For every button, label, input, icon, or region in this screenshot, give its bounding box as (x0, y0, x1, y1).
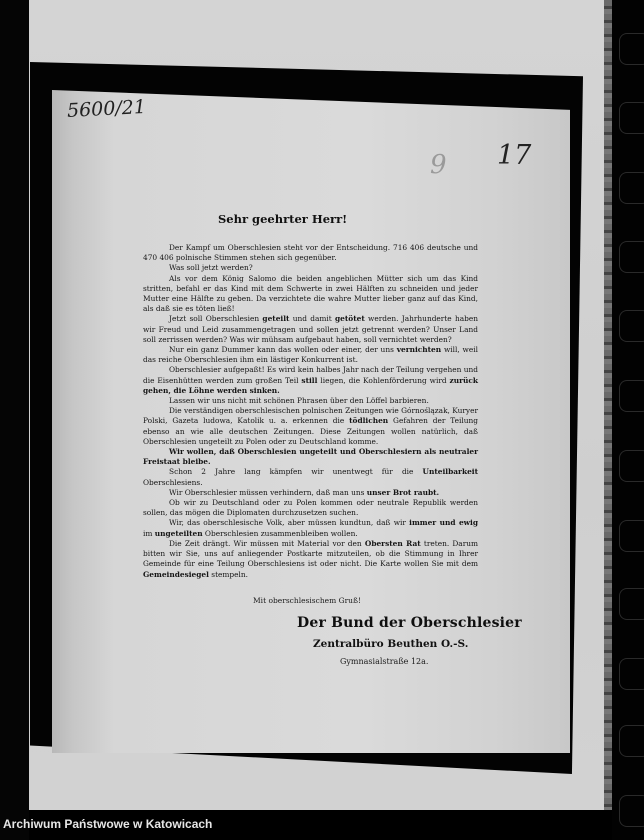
letter-closing: Mit oberschlesischem Gruß! (253, 596, 362, 605)
sprocket-hole-icon (619, 658, 644, 690)
emphasized-text: zurück gehen, die Löhne werden sinken. (143, 375, 478, 395)
letter-paragraph (143, 498, 478, 518)
emphasized-text: getötet (335, 314, 365, 324)
paragraph-text: werden. Jahrhunderte haben wir Freud und Leid zusammengetragen und sollen jetzt getrennt werden? Unser Land soll zerrissen werden? Was wir mühsam aufgebaut haben, soll vernichtet werden? (143, 314, 478, 344)
sprocket-hole-icon (619, 241, 644, 273)
letter-paragraph (143, 345, 478, 365)
emphasized-text: Wir wollen, daß Oberschlesien ungeteilt und Oberschlesiern als neutraler Freistaat bleibe. (143, 447, 478, 467)
archive-watermark-label: Archiwum Państwowe w Katowicach (3, 817, 213, 831)
paragraph-text: und damit (289, 314, 335, 324)
archive-reference-note: 5600/21 (66, 95, 147, 123)
letter-paragraph (143, 467, 478, 487)
sprocket-hole-icon (619, 33, 644, 65)
paragraph-text: Jetzt soll Oberschlesien (169, 314, 263, 324)
paragraph-text: Der Kampf um Oberschlesien steht vor der Entscheidung. 716 406 deutsche und 470 406 polnische Stimmen stehen sich gegenüber. (143, 243, 478, 263)
paragraph-text: Nur ein ganz Dummer kann das wollen oder einer, der uns (169, 345, 397, 355)
sprocket-hole-icon (619, 795, 644, 827)
emphasized-text: Unteilbarkeit (422, 467, 478, 477)
sprocket-hole-icon (619, 725, 644, 757)
letter-paragraph (143, 263, 478, 273)
paragraph-text: Wir Oberschlesier müssen verhindern, daß man uns (169, 487, 367, 497)
letter-body (143, 243, 478, 580)
sprocket-hole-icon (619, 310, 644, 342)
emphasized-text: unser Brot raubt. (366, 487, 440, 497)
letter-paragraph (143, 447, 478, 467)
letter-paragraph (143, 274, 478, 315)
sprocket-hole-icon (619, 172, 644, 204)
film-perforated-edge (604, 0, 612, 810)
emphasized-text: immer und ewig (409, 518, 479, 528)
sprocket-hole-icon (619, 380, 644, 412)
paragraph-text: liegen, die Kohlenförderung wird (317, 375, 450, 385)
paragraph-text: im (143, 528, 155, 538)
paragraph-text: Die verständigen oberschlesischen polnischen Zeitungen wie Górnoślązak, Kuryer Polski, Gazeta ludowa, Katolik u. a. erkennen die (143, 406, 478, 426)
paragraph-text: will, weil das reiche Oberschlesien ihm ein lästiger Konkurrent ist. (143, 345, 478, 365)
letter-paragraph (143, 396, 478, 406)
letter-paragraph (143, 539, 478, 580)
letter-paragraph (143, 488, 478, 498)
paragraph-text: Was soll jetzt werden? (169, 263, 253, 273)
sprocket-hole-icon (619, 588, 644, 620)
paragraph-text: Oberschlesiens. (143, 477, 203, 487)
paragraph-text: treten. Darum bitten wir Sie, uns auf anliegender Postkarte mitzuteilen, ob die Stimmung in Ihrer Gemeinde für eine Teilung Oberschlesiens ist oder nicht. Die Karte wollen Sie mit dem (143, 538, 478, 569)
paragraph-text: Wir, das oberschlesische Volk, aber müssen kundtun, daß wir (169, 518, 410, 528)
paragraph-text: Oberschlesien zusammenbleiben wollen. (202, 528, 358, 538)
paragraph-text: stempeln. (208, 569, 249, 579)
pencil-mark: 9 (430, 150, 447, 180)
sprocket-hole-icon (619, 520, 644, 552)
paragraph-text: Oberschlesier aufgepaßt! Es wird kein halbes Jahr nach der Teilung vergehen und die Eisenhütten werden zum großen Teil (143, 365, 478, 385)
emphasized-text: Obersten Rat (364, 538, 421, 548)
signature-office: Zentralbüro Beuthen O.-S. (313, 638, 469, 650)
sprocket-hole-icon (619, 102, 644, 134)
letter-salutation: Sehr geehrter Herr! (218, 212, 348, 226)
emphasized-text: geteilt (262, 314, 290, 324)
emphasized-text: Gemeindesiegel (143, 569, 209, 579)
sprocket-hole-icon (619, 450, 644, 482)
paragraph-text: Schon 2 Jahre lang kämpfen wir unentwegt für die (169, 467, 423, 477)
paragraph-text: Ob wir zu Deutschland oder zu Polen kommen oder neutrale Republik werden sollen, das mögen die Diplomaten durchzusetzen suchen. (143, 498, 478, 518)
emphasized-text: vernichten (396, 345, 442, 355)
folio-number: 17 (497, 140, 532, 171)
film-strip-left (0, 0, 29, 840)
letter-paragraph (143, 406, 478, 447)
paragraph-text: Gefahren der Teilung ebenso an wie alle deutschen Zeitungen. Diese Zeitungen wollen natürlich, daß Oberschlesien ungeteilt zu Polen oder zu Deutschland komme. (143, 416, 478, 446)
letter-paragraph (143, 365, 478, 396)
paragraph-text: Als vor dem König Salomo die beiden angeblichen Mütter sich um das Kind stritten, befahl er das Kind mit dem Schwerte in zwei Hälften zu schneiden und jeder Mutter eine Hälfte zu geben. Da verzichtete die wahre Mutter lieber ganz auf das Kind, als daß sie es töten ließ! (143, 273, 478, 314)
signature-organization: Der Bund der Oberschlesier (297, 615, 522, 631)
paragraph-text: Die Zeit drängt. Wir müssen mit Material vor den (169, 538, 365, 548)
signature-address: Gymnasialstraße 12a. (340, 657, 429, 666)
letter-paragraph (143, 314, 478, 345)
emphasized-text: ungeteilten (154, 528, 203, 538)
letter-paragraph (143, 243, 478, 263)
letter-paragraph (143, 518, 478, 538)
emphasized-text: still (301, 375, 318, 385)
paragraph-text: Lassen wir uns nicht mit schönen Phrasen über den Löffel barbieren. (169, 396, 429, 406)
emphasized-text: tödlichen (349, 416, 389, 426)
